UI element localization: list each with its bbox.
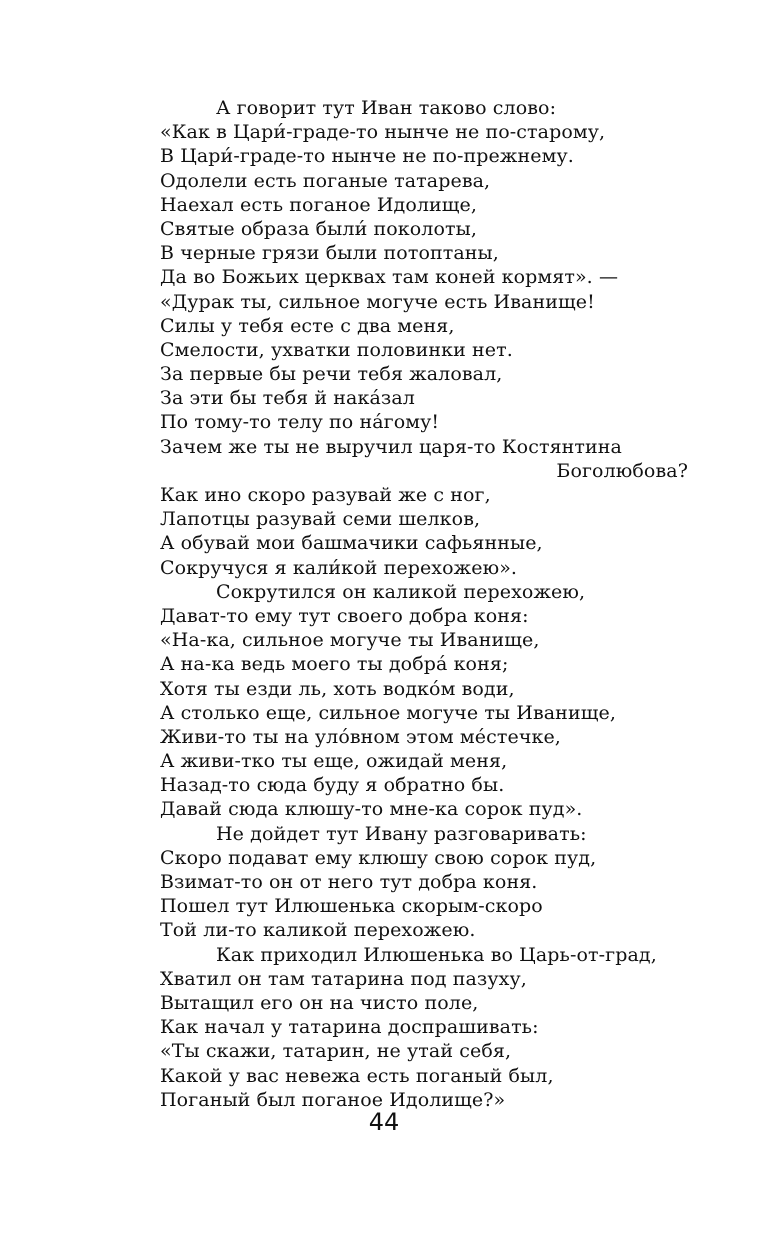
poem-line: Пошел тут Илюшенька скорым-скоро <box>160 895 543 918</box>
poem-line: Скоро подават ему клюшу свою сорок пуд, <box>160 846 597 869</box>
poem-line: Как ино скоро разувай же с ног, <box>160 484 491 506</box>
poem-line: Не дойдет тут Ивану разговаривать: <box>216 822 587 845</box>
poem-line: Смелости, ухватки половинки нет. <box>160 338 513 361</box>
poem-line: Как приходил Илюшенька во Царь-от-град, <box>216 943 657 966</box>
poem-line: Сокрутился он каликой перехожею, <box>216 580 586 603</box>
poem-line: Да во Божьих церквах там коней кормят». — <box>160 266 619 289</box>
poem-line: «На-ка, сильное могуче ты Иванище, <box>160 629 540 652</box>
poem-line: Той ли-то каликой перехожею. <box>160 919 476 942</box>
poem-line: А говорит тут Иван таково слово: <box>216 97 557 119</box>
poem-line: А живи-тко ты еще, ожидай меня, <box>160 750 508 773</box>
poem-line: Одолели есть поганые татарева, <box>160 169 491 192</box>
poem-line: Назад-то сюда буду я обратно бы. <box>160 774 505 797</box>
poem-line: Вытащил его он на чисто поле, <box>160 991 479 1014</box>
poem-line: В Цари́-граде-то нынче не по-прежнему. <box>160 145 574 168</box>
poem-line: А столько еще, сильное могуче ты Иванище, <box>160 701 616 724</box>
poem-line: За первые бы речи тебя жаловал, <box>160 363 503 386</box>
poem-line: Поганый был поганое Идолище?» <box>160 1088 506 1111</box>
poem-line: Лапотцы разувай семи шелков, <box>160 508 481 531</box>
poem-line: А обувай мои башмачики сафьянные, <box>160 532 543 555</box>
poem-text <box>160 96 700 1112</box>
poem-line: «Дурак ты, сильное могуче есть Иванище! <box>160 290 595 313</box>
poem-line: Живи-то ты на уло́вном этом ме́стечке, <box>160 725 561 748</box>
poem-line: Дават-то ему тут своего добра коня: <box>160 604 529 627</box>
page-number: 44 <box>368 1108 400 1136</box>
poem-line: За эти бы тебя й нака́зал <box>160 387 415 410</box>
poem-line: Как начал у татарина доспрашивать: <box>160 1016 539 1039</box>
poem-line: Какой у вас невежа есть поганый был, <box>160 1064 554 1087</box>
poem-line: В черные грязи были потоптаны, <box>160 242 499 265</box>
poem-line: Боголюбова? <box>556 459 688 482</box>
poem-line: Хватил он там татарина под пазуху, <box>160 967 527 990</box>
poem-line: Святые образа были́ поколоты, <box>160 217 477 240</box>
poem-line: Взимат-то он от него тут добра коня. <box>160 871 538 893</box>
poem-line: Силы у тебя есте с два меня, <box>160 314 455 337</box>
poem-line: Хотя ты езди ль, хоть водко́м води, <box>160 677 515 700</box>
poem-line: Наехал есть поганое Идолище, <box>160 193 478 216</box>
poem-line: «Ты скажи, татарин, не утай себя, <box>160 1040 512 1063</box>
poem-line: По тому-то телу по на́гому! <box>160 411 440 434</box>
poem-line: Зачем же ты не выручил царя-то Костянтина <box>160 435 622 458</box>
poem-line: Давай сюда клюшу-то мне-ка сорок пуд». <box>160 798 583 821</box>
poem-line: «Как в Цари́-граде-то нынче не по-старому, <box>160 121 606 144</box>
poem-line: А на-ка ведь моего ты добра́ коня; <box>160 653 509 676</box>
poem-line: Сокручуся я кали́кой перехожею». <box>160 556 518 579</box>
